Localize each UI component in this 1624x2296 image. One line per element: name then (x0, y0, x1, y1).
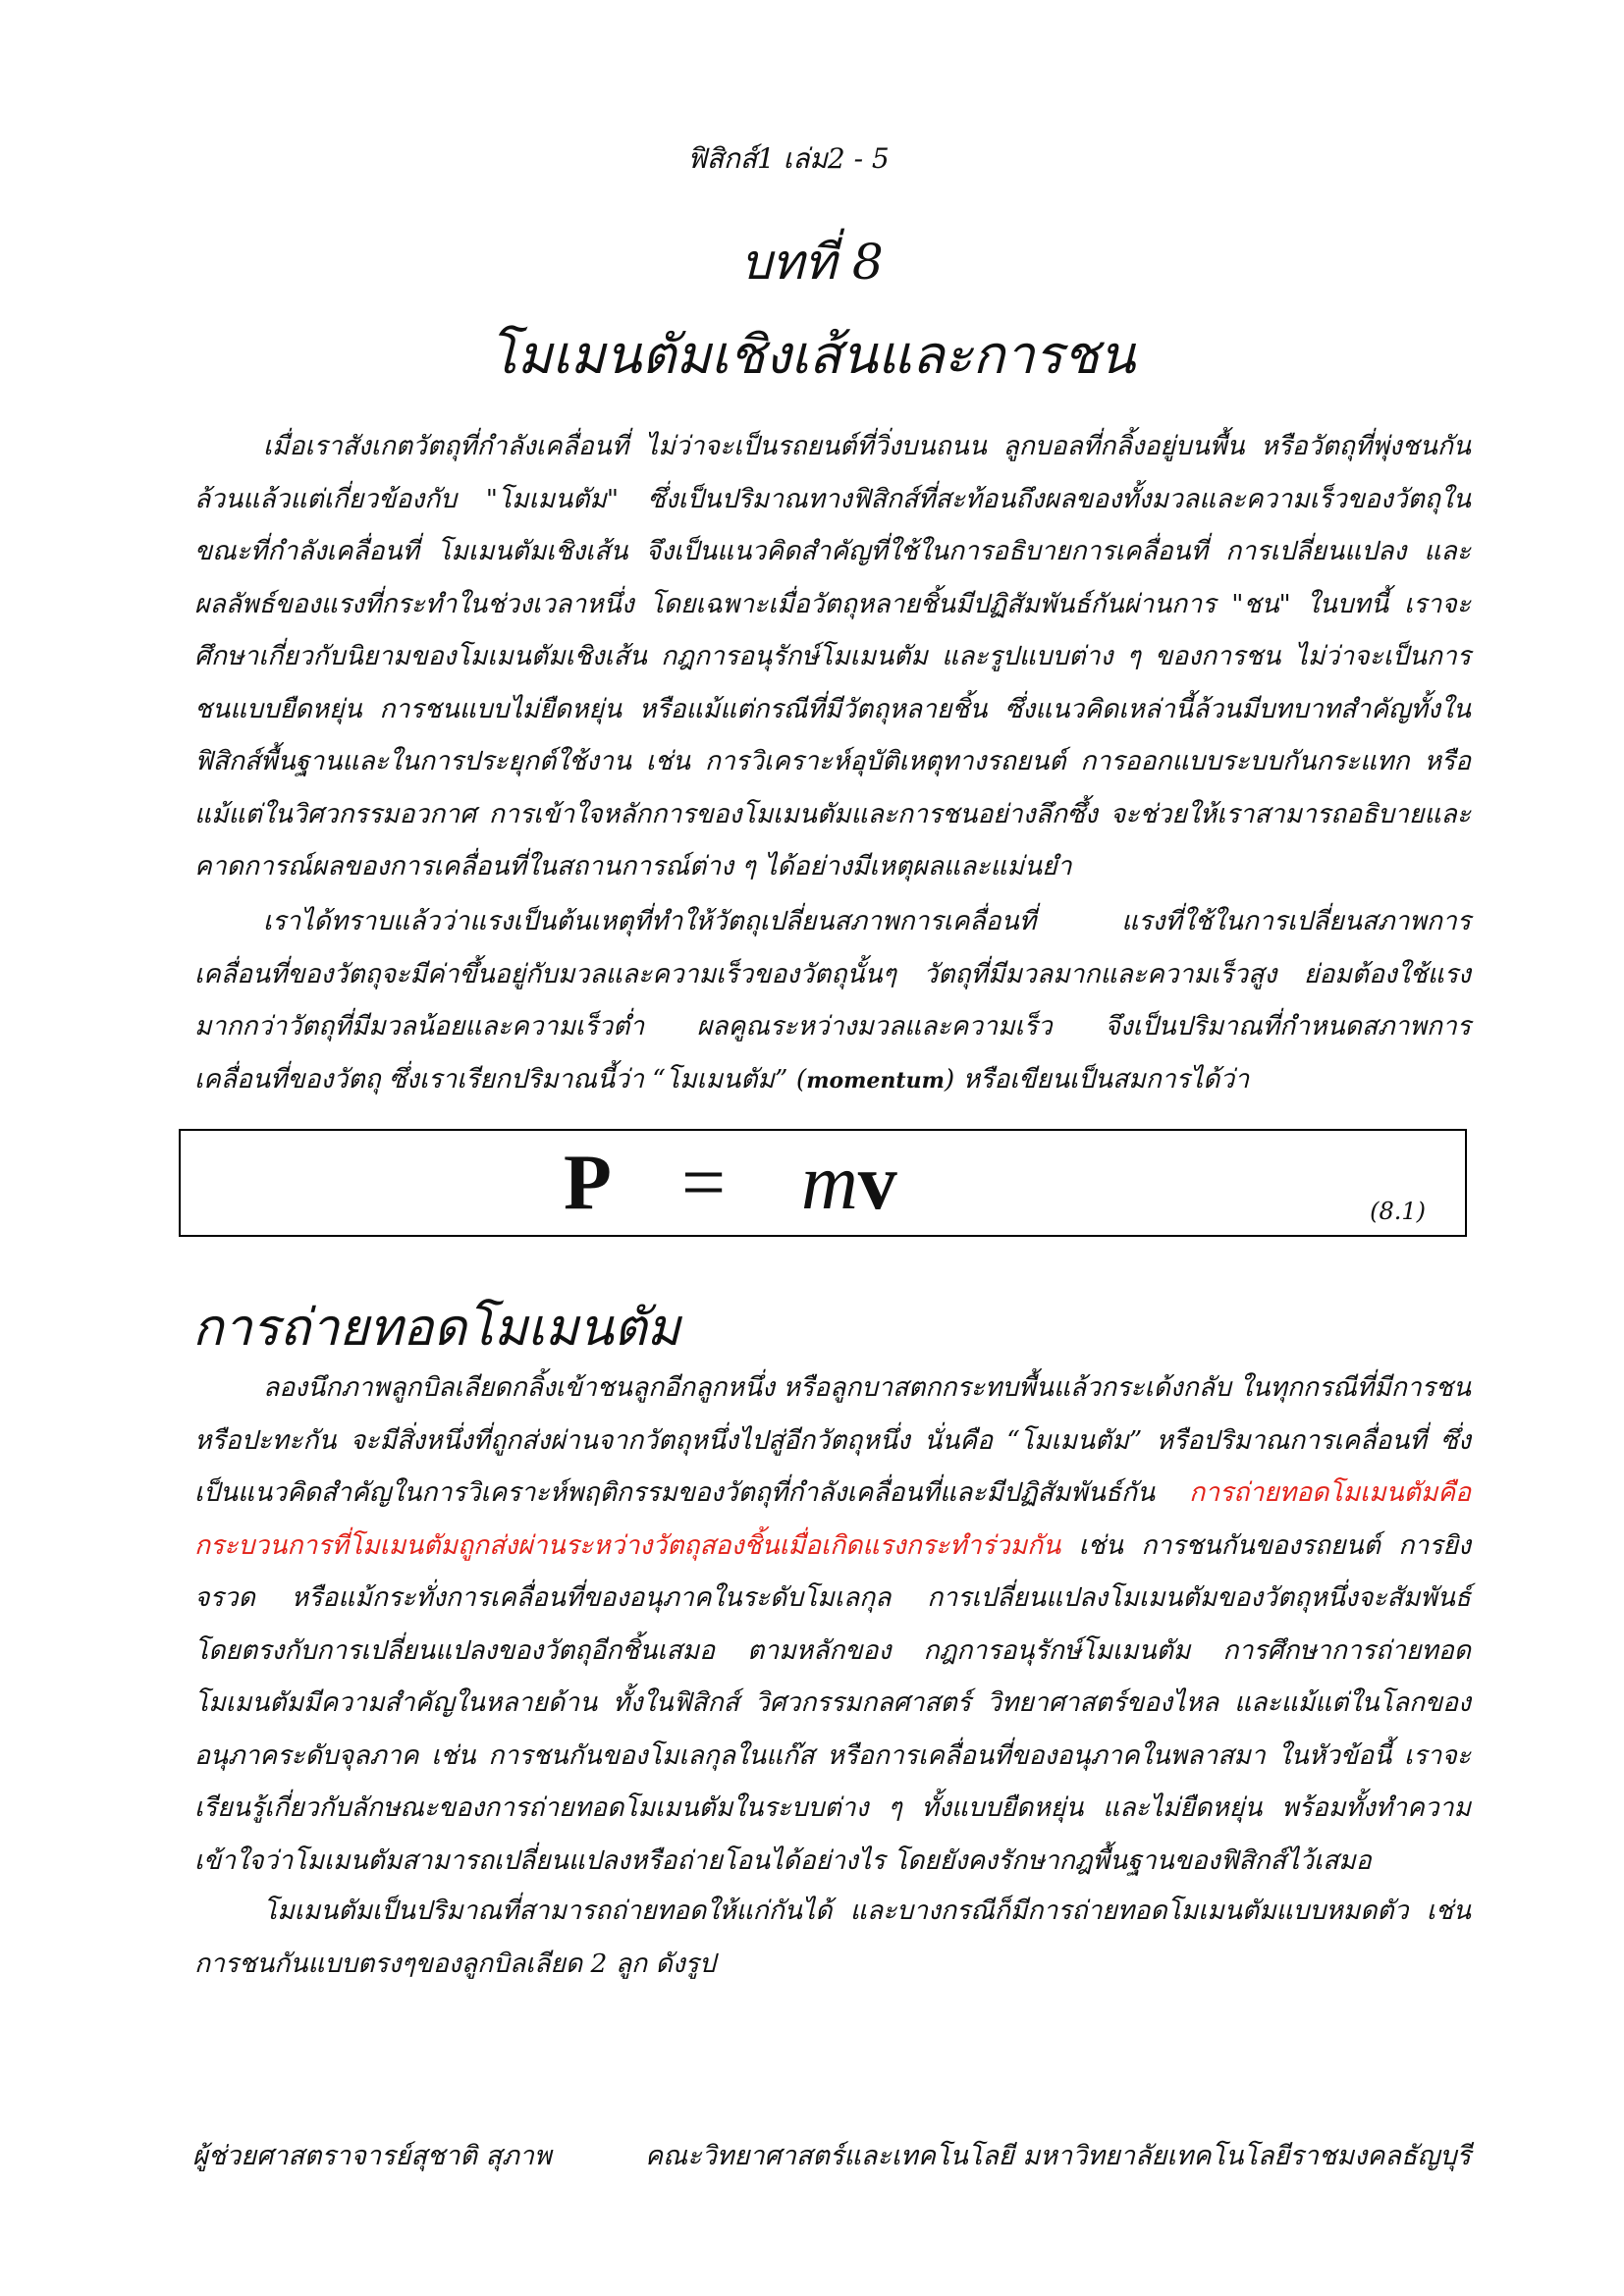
intro-paragraph: เมื่อเราสังเกตวัตถุที่กำลังเคลื่อนที่ ไม่ว่าจะเป็นรถยนต์ที่วิ่งบนถนน ลูกบอลที่กลิ้งอยู่บนพื้น หรือวัตถุที่พุ่งชนกัน ล้วนแล้วแต่เกี่ยวข้องกับ "โมเมนตัม" ซึ่งเป็นปริมาณทางฟิสิกส์ที่สะท้อนถึงผลของทั้งมวลและความเร็วของวัตถุในขณะที่กำลังเคลื่อนที่ โมเมนตัมเชิงเส้น จึงเป็นแนวคิดสำคัญที่ใช้ในการอธิบายการเคลื่อนที่ การเปลี่ยนแปลง และผลลัพธ์ของแรงที่กระทำในช่วงเวลาหนึ่ง โดยเฉพาะเมื่อวัตถุหลายชิ้นมีปฏิสัมพันธ์กันผ่านการ "ชน" ในบทนี้ เราจะศึกษาเกี่ยวกับนิยามของโมเมนตัมเชิงเส้น กฎการอนุรักษ์โมเมนตัม และรูปแบบต่าง ๆ ของการชน ไม่ว่าจะเป็นการชนแบบยืดหยุ่น การชนแบบไม่ยืดหยุ่น หรือแม้แต่กรณีที่มีวัตถุหลายชิ้น ซึ่งแนวคิดเหล่านี้ล้วนมีบทบาทสำคัญทั้งในฟิสิกส์พื้นฐานและในการประยุกต์ใช้งาน เช่น การวิเคราะห์อุบัติเหตุทางรถยนต์ การออกแบบระบบกันกระแทก หรือแม้แต่ในวิศวกรรมอวกาศ การเข้าใจหลักการของโมเมนตัมและการชนอย่างลึกซึ้ง จะช่วยให้เราสามารถอธิบายและคาดการณ์ผลของการเคลื่อนที่ในสถานการณ์ต่าง ๆ ได้อย่างมีเหตุผลและแม่นยำ (194, 431, 1471, 881)
chapter-title: โมเมนตัมเชิงเส้นและการชน (488, 324, 1136, 386)
billiard-paragraph: โมเมนตัมเป็นปริมาณที่สามารถถ่ายทอดให้แก่กันได้ และบางกรณีก็มีการถ่ายทอดโมเมนตัมแบบหมดตัว เช่น การชนกันแบบตรงๆของลูกบิลเลียด 2 ลูก ดังรูป (194, 1896, 1471, 1979)
momentum-term: momentum (806, 1067, 945, 1094)
definition-text: เราได้ทราบแล้วว่าแรงเป็นต้นเหตุที่ทำให้วัตถุเปลี่ยนสภาพการเคลื่อนที่ แรงที่ใช้ในการเปลี่ยนสภาพการเคลื่อนที่ของวัตถุจะมีค่าขึ้นอยู่กับมวลและความเร็วของวัตถุนั้นๆ วัตถุที่มีมวลมากและความเร็วสูง ย่อมต้องใช้แรงมากกว่าวัตถุที่มีมวลน้อยและความเร็วต่ำ ผลคูณระหว่างมวลและความเร็ว จึงเป็นปริมาณที่กำหนดสภาพการเคลื่อนที่ของวัตถุ ซึ่งเราเรียกปริมาณนี้ว่า “โมเมนตัม” ( (194, 906, 1471, 1095)
running-header: ฟิสิกส์1 เล่ม2 - 5 (687, 142, 890, 175)
highlighted-definition: การถ่ายทอดโมเมนตัมคือกระบวนการที่โมเมนตัมถูกส่งผ่านระหว่างวัตถุสองชิ้นเมื่อเกิดแรงกระทำร่วมกัน (194, 1477, 1471, 1561)
transfer-text-end: เช่น การชนกันของรถยนต์ การยิงจรวด หรือแม้กระทั่งการเคลื่อนที่ของอนุภาคในระดับโมเลกุล การเปลี่ยนแปลงโมเมนตัมของวัตถุหนึ่งจะสัมพันธ์โดยตรงกับการเปลี่ยนแปลงของวัตถุอีกชิ้นเสมอ ตามหลักของ กฎการอนุรักษ์โมเมนตัม การศึกษาการถ่ายทอดโมเมนตัมมีความสำคัญในหลายด้าน ทั้งในฟิสิกส์ วิศวกรรมกลศาสตร์ วิทยาศาสตร์ของไหล และแม้แต่ในโลกของอนุภาคระดับจุลภาค เช่น การชนกันของโมเลกุลในแก๊ส หรือการเคลื่อนที่ของอนุภาคในพลาสมา ในหัวข้อนี้ เราจะเรียนรู้เกี่ยวกับลักษณะของการถ่ายทอดโมเมนตัมในระบบต่าง ๆ ทั้งแบบยืดหยุ่น และไม่ยืดหยุ่น พร้อมทั้งทำความเข้าใจว่าโมเมนตัมสามารถเปลี่ยนแปลงหรือถ่ายโอนได้อย่างไร โดยยังคงรักษากฎพื้นฐานของฟิสิกส์ไว้เสมอ (194, 1529, 1471, 1876)
mass-symbol: m (801, 1140, 858, 1226)
equation-equals: = (681, 1140, 727, 1226)
footer-institution: คณะวิทยาศาสตร์และเทคโนโลยี มหาวิทยาลัยเทคโนโลยีราชมงคลธัญบุรี (645, 2141, 1471, 2171)
equation-number: (8.1) (1370, 1198, 1426, 1225)
equation-lhs: P (564, 1140, 612, 1226)
footer-author: ผู้ช่วยศาสตราจารย์สุชาติ สุภาพ (192, 2141, 552, 2171)
definition-text-end: ) หรือเขียนเป็นสมการได้ว่า (944, 1063, 1250, 1095)
momentum-transfer-paragraph (194, 1362, 1471, 1887)
section-heading: การถ่ายทอดโมเมนตัม (192, 1299, 680, 1358)
momentum-definition-paragraph (194, 895, 1471, 1107)
chapter-number: บทที่ 8 (740, 234, 884, 291)
transfer-text: ลองนึกภาพลูกบิลเลียดกลิ้งเข้าชนลูกอีกลูกหนึ่ง หรือลูกบาสตกกระทบพื้นแล้วกระเด้งกลับ ในทุกกรณีที่มีการชนหรือปะทะกัน จะมีสิ่งหนึ่งที่ถูกส่งผ่านจากวัตถุหนึ่งไปสู่อีกวัตถุหนึ่ง นั่นคือ “โมเมนตัม” หรือปริมาณการเคลื่อนที่ ซึ่งเป็นแนวคิดสำคัญในการวิเคราะห์พฤติกรรมของวัตถุที่กำลังเคลื่อนที่และมีปฏิสัมพันธ์กัน (194, 1372, 1471, 1508)
velocity-symbol: v (857, 1140, 897, 1226)
equation-rhs (801, 1139, 897, 1227)
equation-box (179, 1129, 1467, 1237)
